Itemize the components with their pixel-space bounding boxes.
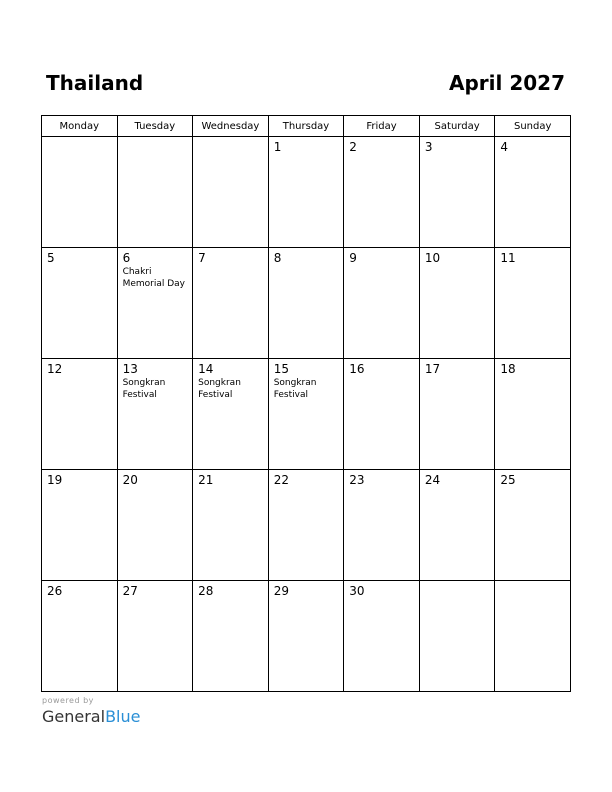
day-number: 22 [273,473,289,487]
day-cell [495,359,571,470]
day-cell [419,581,495,692]
day-cell [495,470,571,581]
day-number: 25 [500,473,516,487]
day-cell [495,248,571,359]
weekday-header-row [42,116,571,137]
brand-name-part2: Blue [105,707,141,726]
day-number: 1 [273,140,282,154]
day-cell [268,470,344,581]
holiday-label: Chakri Memorial Day [122,267,185,289]
day-cell [42,359,118,470]
day-number: 20 [122,473,138,487]
day-cell [193,137,269,248]
week-row [42,470,571,581]
day-cell [419,470,495,581]
day-number: 6 [122,251,131,265]
day-number: 17 [424,362,441,376]
day-cell [42,137,118,248]
day-number: 3 [424,140,433,154]
day-cell [344,470,420,581]
day-number: 27 [122,584,138,598]
day-cell [193,581,269,692]
day-cell [419,248,495,359]
day-number: 21 [198,473,214,487]
day-number: 28 [198,584,214,598]
week-row [42,581,571,692]
weekday-header: Friday [344,116,420,137]
day-cell [495,581,571,692]
day-number: 19 [47,473,63,487]
day-number: 12 [47,362,63,376]
day-cell [42,581,118,692]
day-cell [344,248,420,359]
weekday-header: Tuesday [117,116,193,137]
footer-branding [42,696,140,727]
day-cell [495,137,571,248]
day-number: 30 [349,584,365,598]
holiday-label: Songkran Festival [122,378,166,400]
day-cell [344,359,420,470]
powered-by-label: powered by [42,696,94,705]
weekday-header: Sunday [495,116,571,137]
day-cell [268,581,344,692]
day-number: 29 [273,584,289,598]
day-number: 13 [122,362,138,376]
day-cell [42,248,118,359]
day-number: 10 [424,251,441,265]
day-cell [193,359,269,470]
week-row [42,248,571,359]
day-cell [193,470,269,581]
brand-logo [42,707,140,727]
calendar-grid [41,115,571,692]
day-cell [268,137,344,248]
day-cell [117,581,193,692]
holiday-label: Songkran Festival [198,378,241,400]
weekday-header: Wednesday [193,116,269,137]
holiday-label: Songkran Festival [273,378,317,400]
day-number: 18 [500,362,516,376]
day-number: 14 [198,362,214,376]
day-cell [268,248,344,359]
day-cell [42,470,118,581]
day-number: 23 [349,473,365,487]
week-row [42,359,571,470]
day-cell [193,248,269,359]
day-number: 2 [349,140,357,154]
day-cell [117,248,193,359]
day-number: 7 [198,251,206,265]
day-number: 11 [500,251,516,265]
weekday-header: Monday [42,116,118,137]
day-cell [419,359,495,470]
weekday-header: Saturday [419,116,495,137]
brand-name-part1: General [42,707,106,726]
day-number: 26 [47,584,63,598]
day-cell [117,359,193,470]
month-year-title: April 2027 [449,71,565,95]
day-number: 15 [273,362,289,376]
week-row [42,137,571,248]
day-number: 16 [349,362,365,376]
day-number: 24 [424,473,441,487]
weekday-header: Thursday [268,116,344,137]
day-cell [344,581,420,692]
country-title: Thailand [46,71,144,95]
day-number: 9 [349,251,357,265]
day-cell [344,137,420,248]
day-number: 4 [500,140,509,154]
day-cell [117,470,193,581]
day-number: 8 [273,251,282,265]
day-number: 5 [47,251,55,265]
day-cell [268,359,344,470]
day-cell [419,137,495,248]
day-cell [117,137,193,248]
